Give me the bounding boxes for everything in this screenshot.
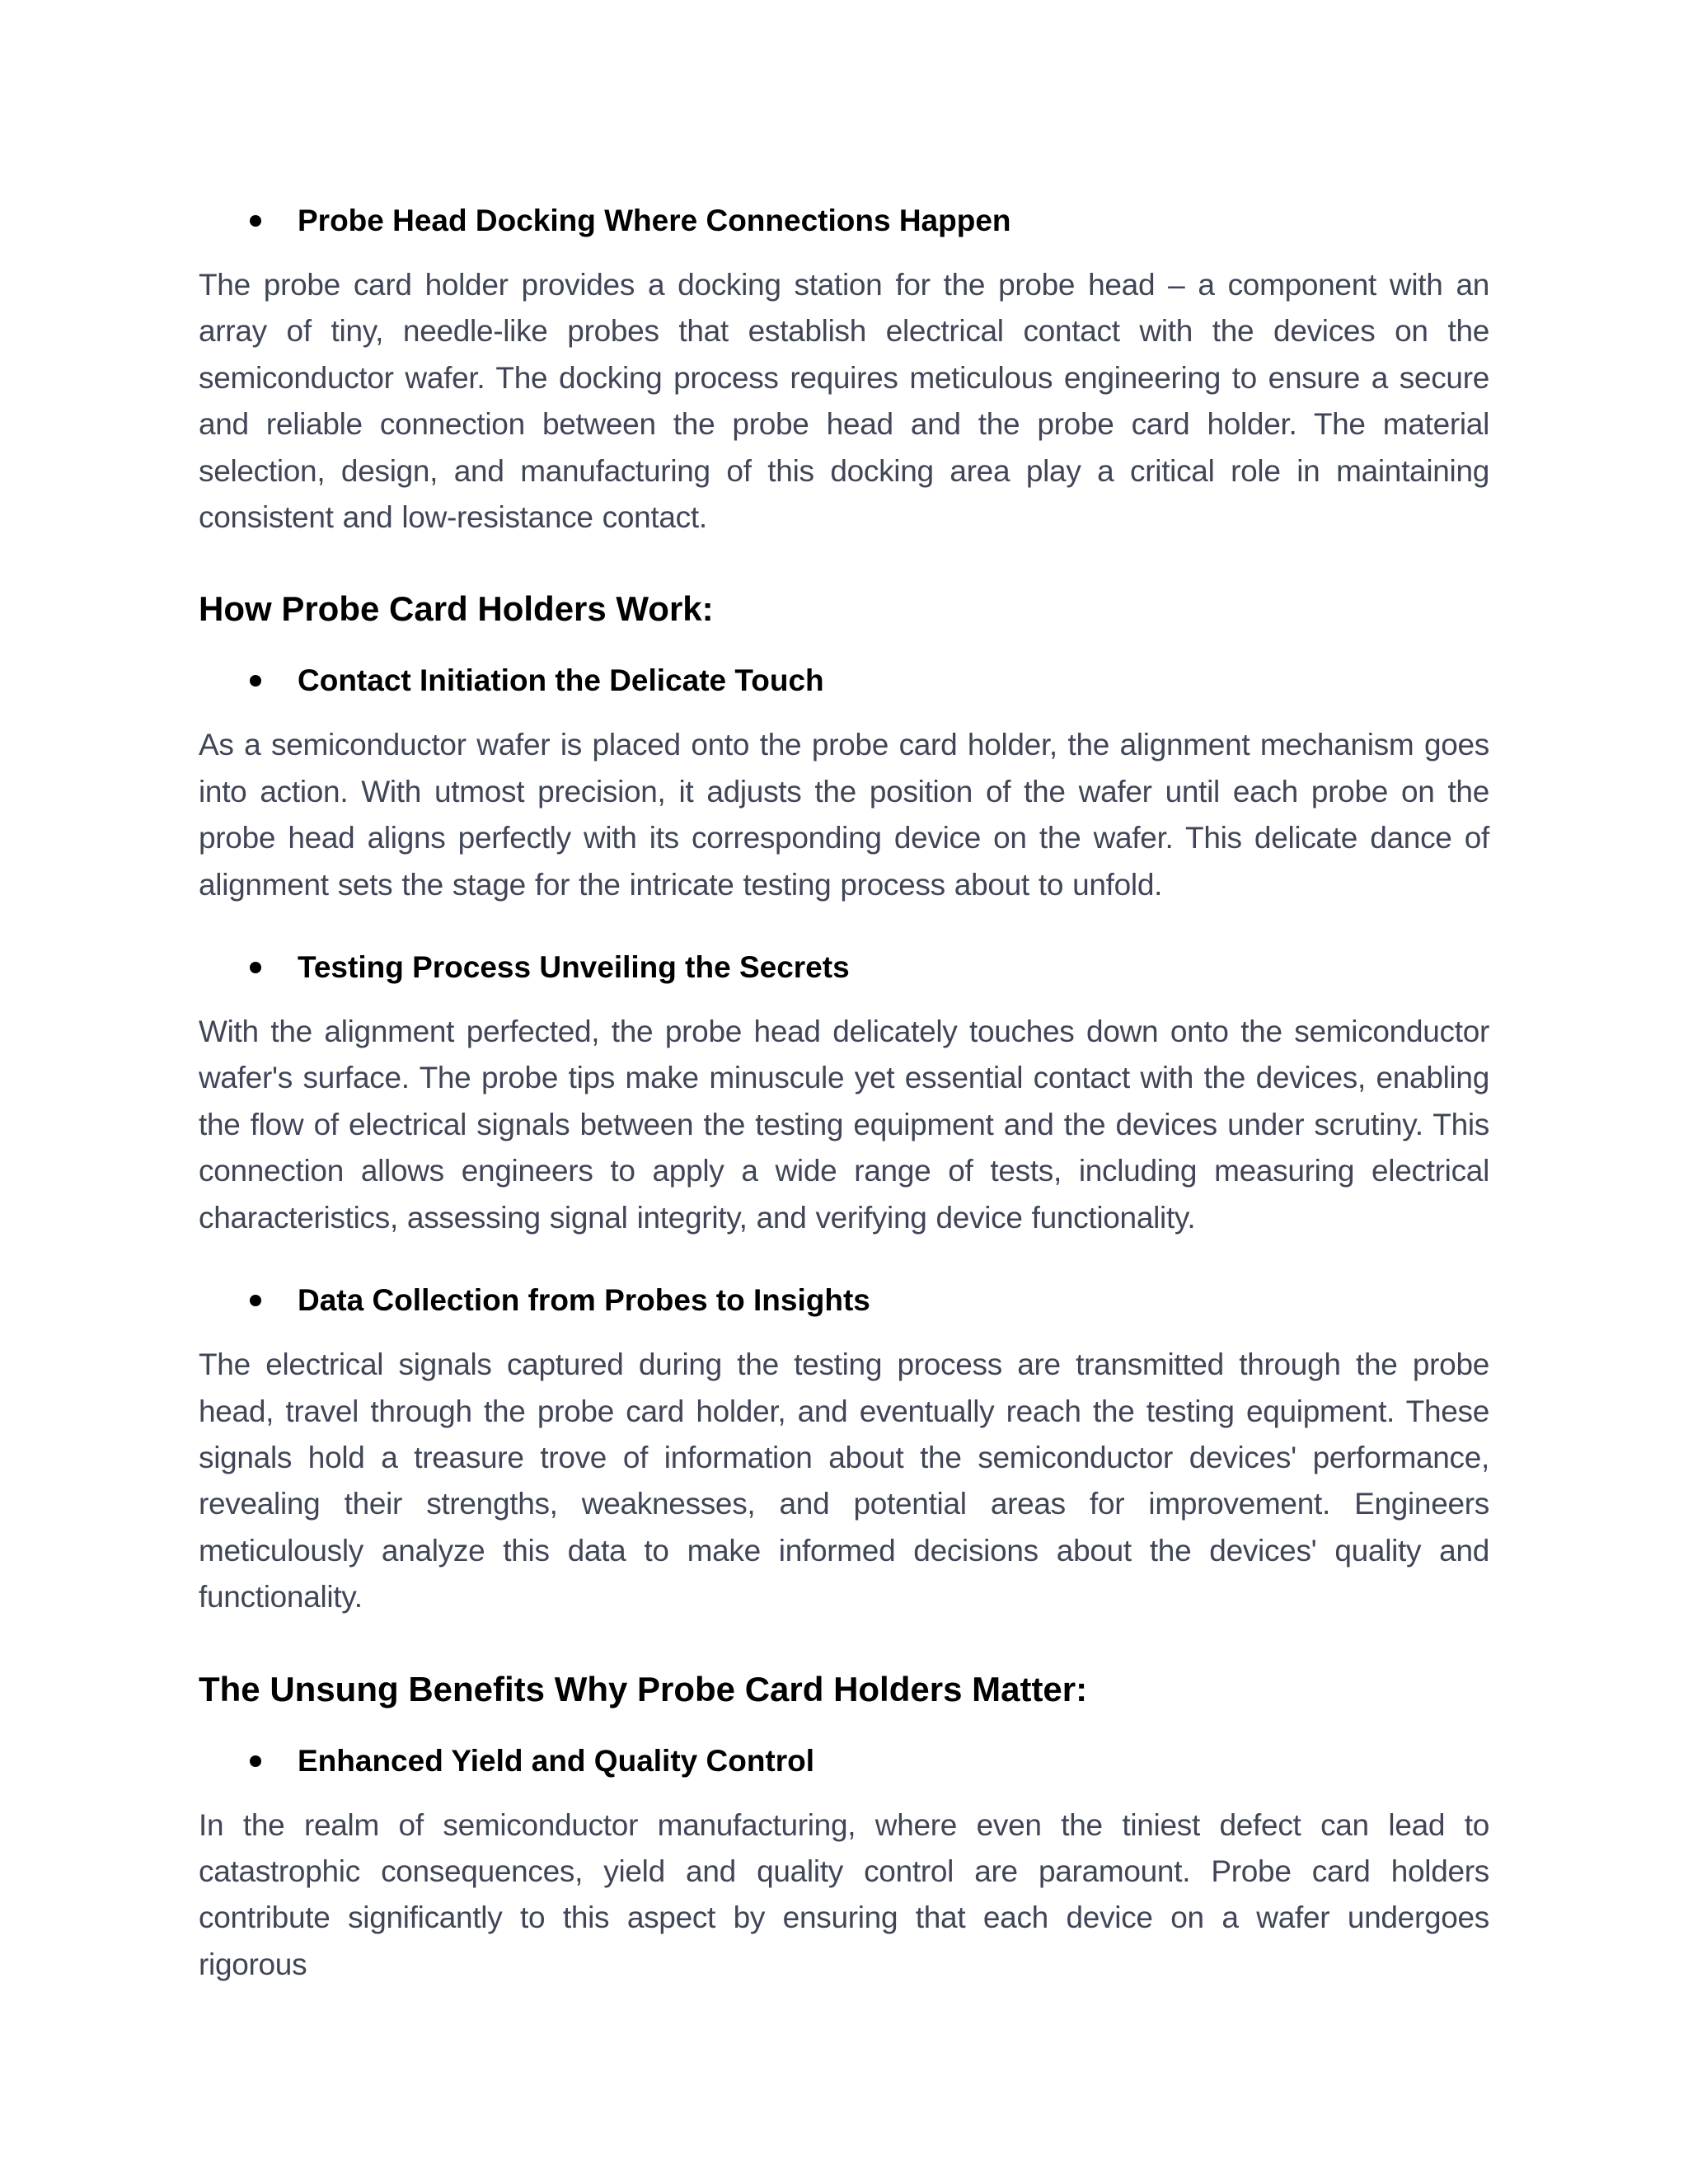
bullet-icon xyxy=(250,962,261,973)
body-paragraph: As a semiconductor wafer is placed onto the probe card holder, the alignment mechanism goes into action. With utmost precision, it adjusts the position of the wafer until each probe on the probe head aligns perfectly with its corresponding device on the wafer. This delicate dance of alignment sets the stage for the intricate testing process about to unfold. xyxy=(199,728,1489,902)
body-paragraph: In the realm of semiconductor manufacturing, where even the tiniest defect can lead to catastrophic consequences, yield and quality control are paramount. Probe card holders contribute significantly to this aspect by ensuring that each device on a wafer undergoes rigorous xyxy=(199,1807,1489,1981)
section-heading: How Probe Card Holders Work: xyxy=(199,589,714,629)
bullet-item xyxy=(250,649,1489,712)
bullet-text: Data Collection from Probes to Insights xyxy=(298,1283,870,1318)
bullet-icon xyxy=(250,215,261,227)
bullet-icon xyxy=(250,675,261,687)
bullet-item xyxy=(250,190,1489,252)
bullet-text: Probe Head Docking Where Connections Happen xyxy=(298,204,1011,237)
bullet-text: Testing Process Unveiling the Secrets xyxy=(298,950,850,985)
body-paragraph: The probe card holder provides a docking station for the probe head – a component with an array of tiny, needle-like probes that establish electrical contact with the devices on the semiconductor wafer. The docking process requires meticulous engineering to ensure a secure and reliable connection between the probe head and the probe card holder. The material selection, design, and manufacturing of this docking area play a critical role in maintaining consistent and low-resistance contact. xyxy=(199,268,1489,535)
bullet-text: Enhanced Yield and Quality Control xyxy=(298,1743,815,1778)
bullet-item xyxy=(250,1269,1489,1332)
body-paragraph: The electrical signals captured during the testing process are transmitted through the probe head, travel through the probe card holder, and eventually reach the testing equipment. These signals hold a treasure trove of information about the semiconductor devices' performance, revealing their strengths, weaknesses, and potential areas for improvement. Engineers meticulously analyze this data to make informed decisions about the devices' quality and functionality. xyxy=(199,1347,1489,1615)
bullet-item xyxy=(250,936,1489,999)
bullet-text: Contact Initiation the Delicate Touch xyxy=(298,663,824,698)
bullet-icon xyxy=(250,1295,261,1306)
body-paragraph: With the alignment perfected, the probe head delicately touches down onto the semiconductor wafer's surface. The probe tips make minuscule yet essential contact with the devices, enabling the flow of electrical signals between the testing equipment and the devices under scrutiny. This connection allows engineers to apply a wide range of tests, including measuring electrical characteristics, assessing signal integrity, and verifying device functionality. xyxy=(199,1015,1489,1235)
bullet-item xyxy=(250,1730,1489,1793)
bullet-icon xyxy=(250,1755,261,1767)
section-heading: The Unsung Benefits Why Probe Card Holders Matter: xyxy=(199,1669,1088,1708)
document-page xyxy=(199,190,1489,1988)
